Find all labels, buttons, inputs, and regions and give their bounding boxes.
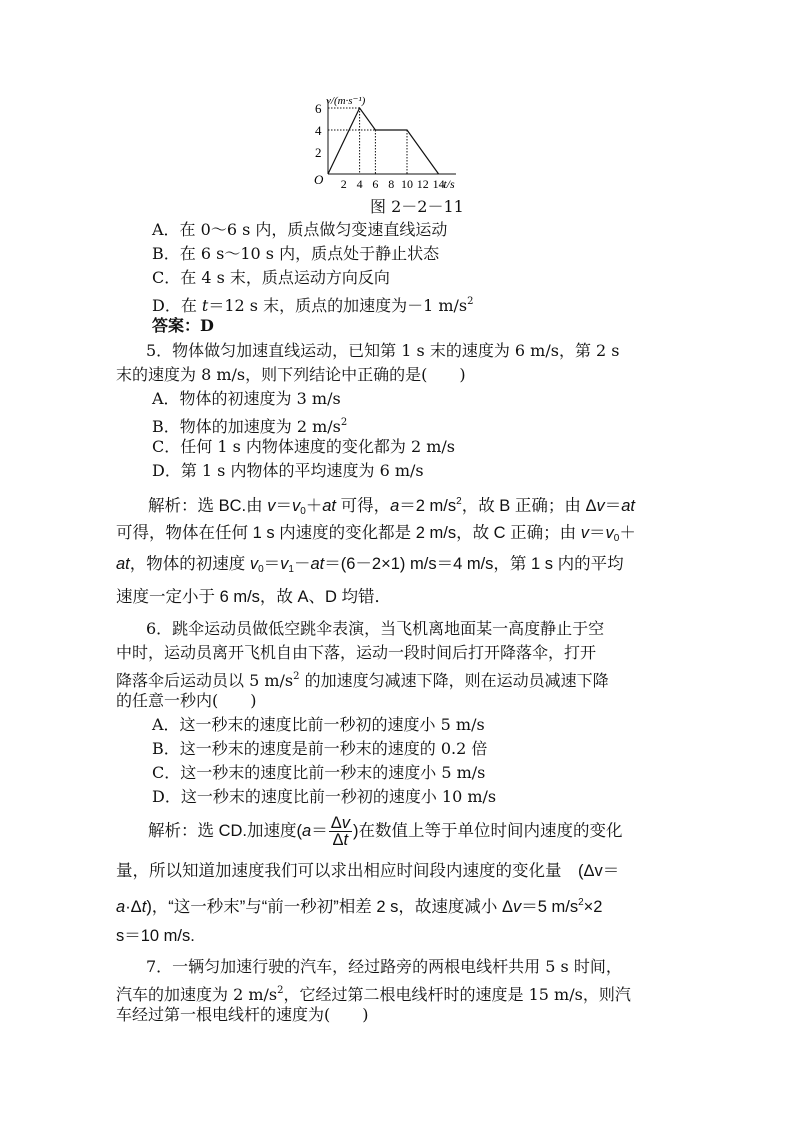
q5-stem-line-1: 5．物体做匀加速直线运动，已知第 1 s 末的速度为 6 m/s，第 2 s bbox=[146, 341, 620, 360]
x-tick-label: 14 bbox=[432, 177, 445, 191]
q6-explanation-line-4: s＝10 m/s. bbox=[116, 927, 195, 945]
velocity-series-line bbox=[328, 108, 439, 174]
y-tick-label: 4 bbox=[315, 123, 322, 138]
graph-plot bbox=[328, 108, 439, 174]
q6-explanation-line-3: a·Δt)，“这一秒末”与“前一秒初”相差 2 s，故速度减小 Δv＝5 $m/s^2\times 2$ bbox=[116, 897, 603, 916]
q4-option-b: B．在 6 s～10 s 内，质点处于静止状态 bbox=[152, 244, 440, 263]
q6-explanation-line-2: 量，所以知道加速度我们可以求出相应时间段内速度的变化量 (Δv＝ bbox=[116, 862, 620, 880]
y-axis-label: v/(m·s⁻¹) bbox=[326, 95, 366, 107]
figure-caption: 图 2－2－11 bbox=[370, 197, 464, 216]
y-tick-label: 2 bbox=[315, 145, 322, 160]
q5-option-c: C．任何 1 s 内物体速度的变化都为 2 m/s bbox=[152, 437, 456, 456]
x-tick-label: 2 bbox=[340, 177, 347, 191]
q5-explanation-line-3: at，物体的初速度 $v_0=v_1-at=(6-2\times 1)$ m/s＝4 m/s，第 1 s 内的平均 bbox=[116, 555, 624, 575]
q6-explanation-line-1: 解析：选 CD.加速度(a＝ $\frac{\Delta v}{\Delta t}$ )在数值上等于单位时间内速度的变化 bbox=[148, 814, 623, 849]
q6-option-c: C．这一秒末的速度比前一秒末的速度小 5 m/s bbox=[152, 763, 486, 782]
vt-graph bbox=[300, 88, 500, 193]
q5-explanation-line-1: 解析：选 BC.由 $v=v_0+at$ 可得，a＝2 $m/s^2$，故 B 正确；由 Δv＝at bbox=[148, 496, 635, 517]
q7-stem-line-3: 车经过第一根电线杆的速度为( ) bbox=[116, 1005, 369, 1024]
x-axis-label: t/s bbox=[443, 177, 455, 191]
q6-option-a: A．这一秒末的速度比前一秒初的速度小 5 m/s bbox=[152, 715, 485, 734]
q5-explanation-line-2: 可得，物体在任何 1 s 内速度的变化都是 2 m/s，故 C 正确；由 $v=v_0+$ bbox=[116, 524, 636, 544]
x-tick-label: 4 bbox=[356, 177, 363, 191]
q4-option-c: C．在 4 s 末，质点运动方向反向 bbox=[152, 268, 390, 287]
y-tick-label: 6 bbox=[315, 101, 322, 116]
q5-option-d: D．第 1 s 内物体的平均速度为 6 m/s bbox=[152, 461, 424, 480]
q5-option-a: A．物体的初速度为 3 m/s bbox=[152, 389, 341, 408]
x-tick-label: 8 bbox=[388, 177, 395, 191]
q4-option-d: D．在 t＝12 s 末，质点的加速度为－1 $m/s^2$ bbox=[152, 296, 474, 315]
q6-stem-line-4: 的任意一秒内( ) bbox=[116, 691, 257, 710]
q6-stem-line-2: 中时，运动员离开飞机自由下落，运动一段时间后打开降落伞，打开 bbox=[116, 643, 597, 662]
q7-stem-line-1: 7．一辆匀加速行驶的汽车，经过路旁的两根电线杆共用 5 s 时间， bbox=[146, 957, 622, 976]
q6-option-b: B．这一秒末的速度是前一秒末的速度的 0.2 倍 bbox=[152, 739, 488, 758]
x-tick-label: 6 bbox=[372, 177, 379, 191]
q6-stem-line-3: 降落伞后运动员以 5 $m/s^2$ 的加速度匀减速下降，则在运动员减速下降 bbox=[116, 671, 609, 690]
q7-stem-line-2: 汽车的加速度为 2 $m/s^2$，它经过第二根电线杆时的速度是 15 m/s，则汽 bbox=[116, 985, 631, 1004]
origin-label: O bbox=[314, 172, 324, 187]
q6-option-d: D．这一秒末的速度比前一秒初的速度小 10 m/s bbox=[152, 787, 497, 806]
graph-axes bbox=[314, 95, 456, 191]
q4-answer: 答案：D bbox=[152, 316, 214, 335]
x-tick-label: 10 bbox=[401, 177, 413, 191]
q4-option-a: A．在 0～6 s 内，质点做匀变速直线运动 bbox=[152, 220, 448, 239]
q5-stem-line-2: 末的速度为 8 m/s，则下列结论中正确的是( ) bbox=[116, 365, 466, 384]
q6-stem-line-1: 6．跳伞运动员做低空跳伞表演，当飞机离地面某一高度静止于空 bbox=[146, 619, 605, 638]
x-tick-label: 12 bbox=[416, 177, 429, 191]
q5-option-b: B．物体的加速度为 2 $m/s^2$ bbox=[152, 417, 348, 436]
q5-explanation-line-4: 速度一定小于 6 m/s，故 A、D 均错． bbox=[116, 588, 392, 606]
